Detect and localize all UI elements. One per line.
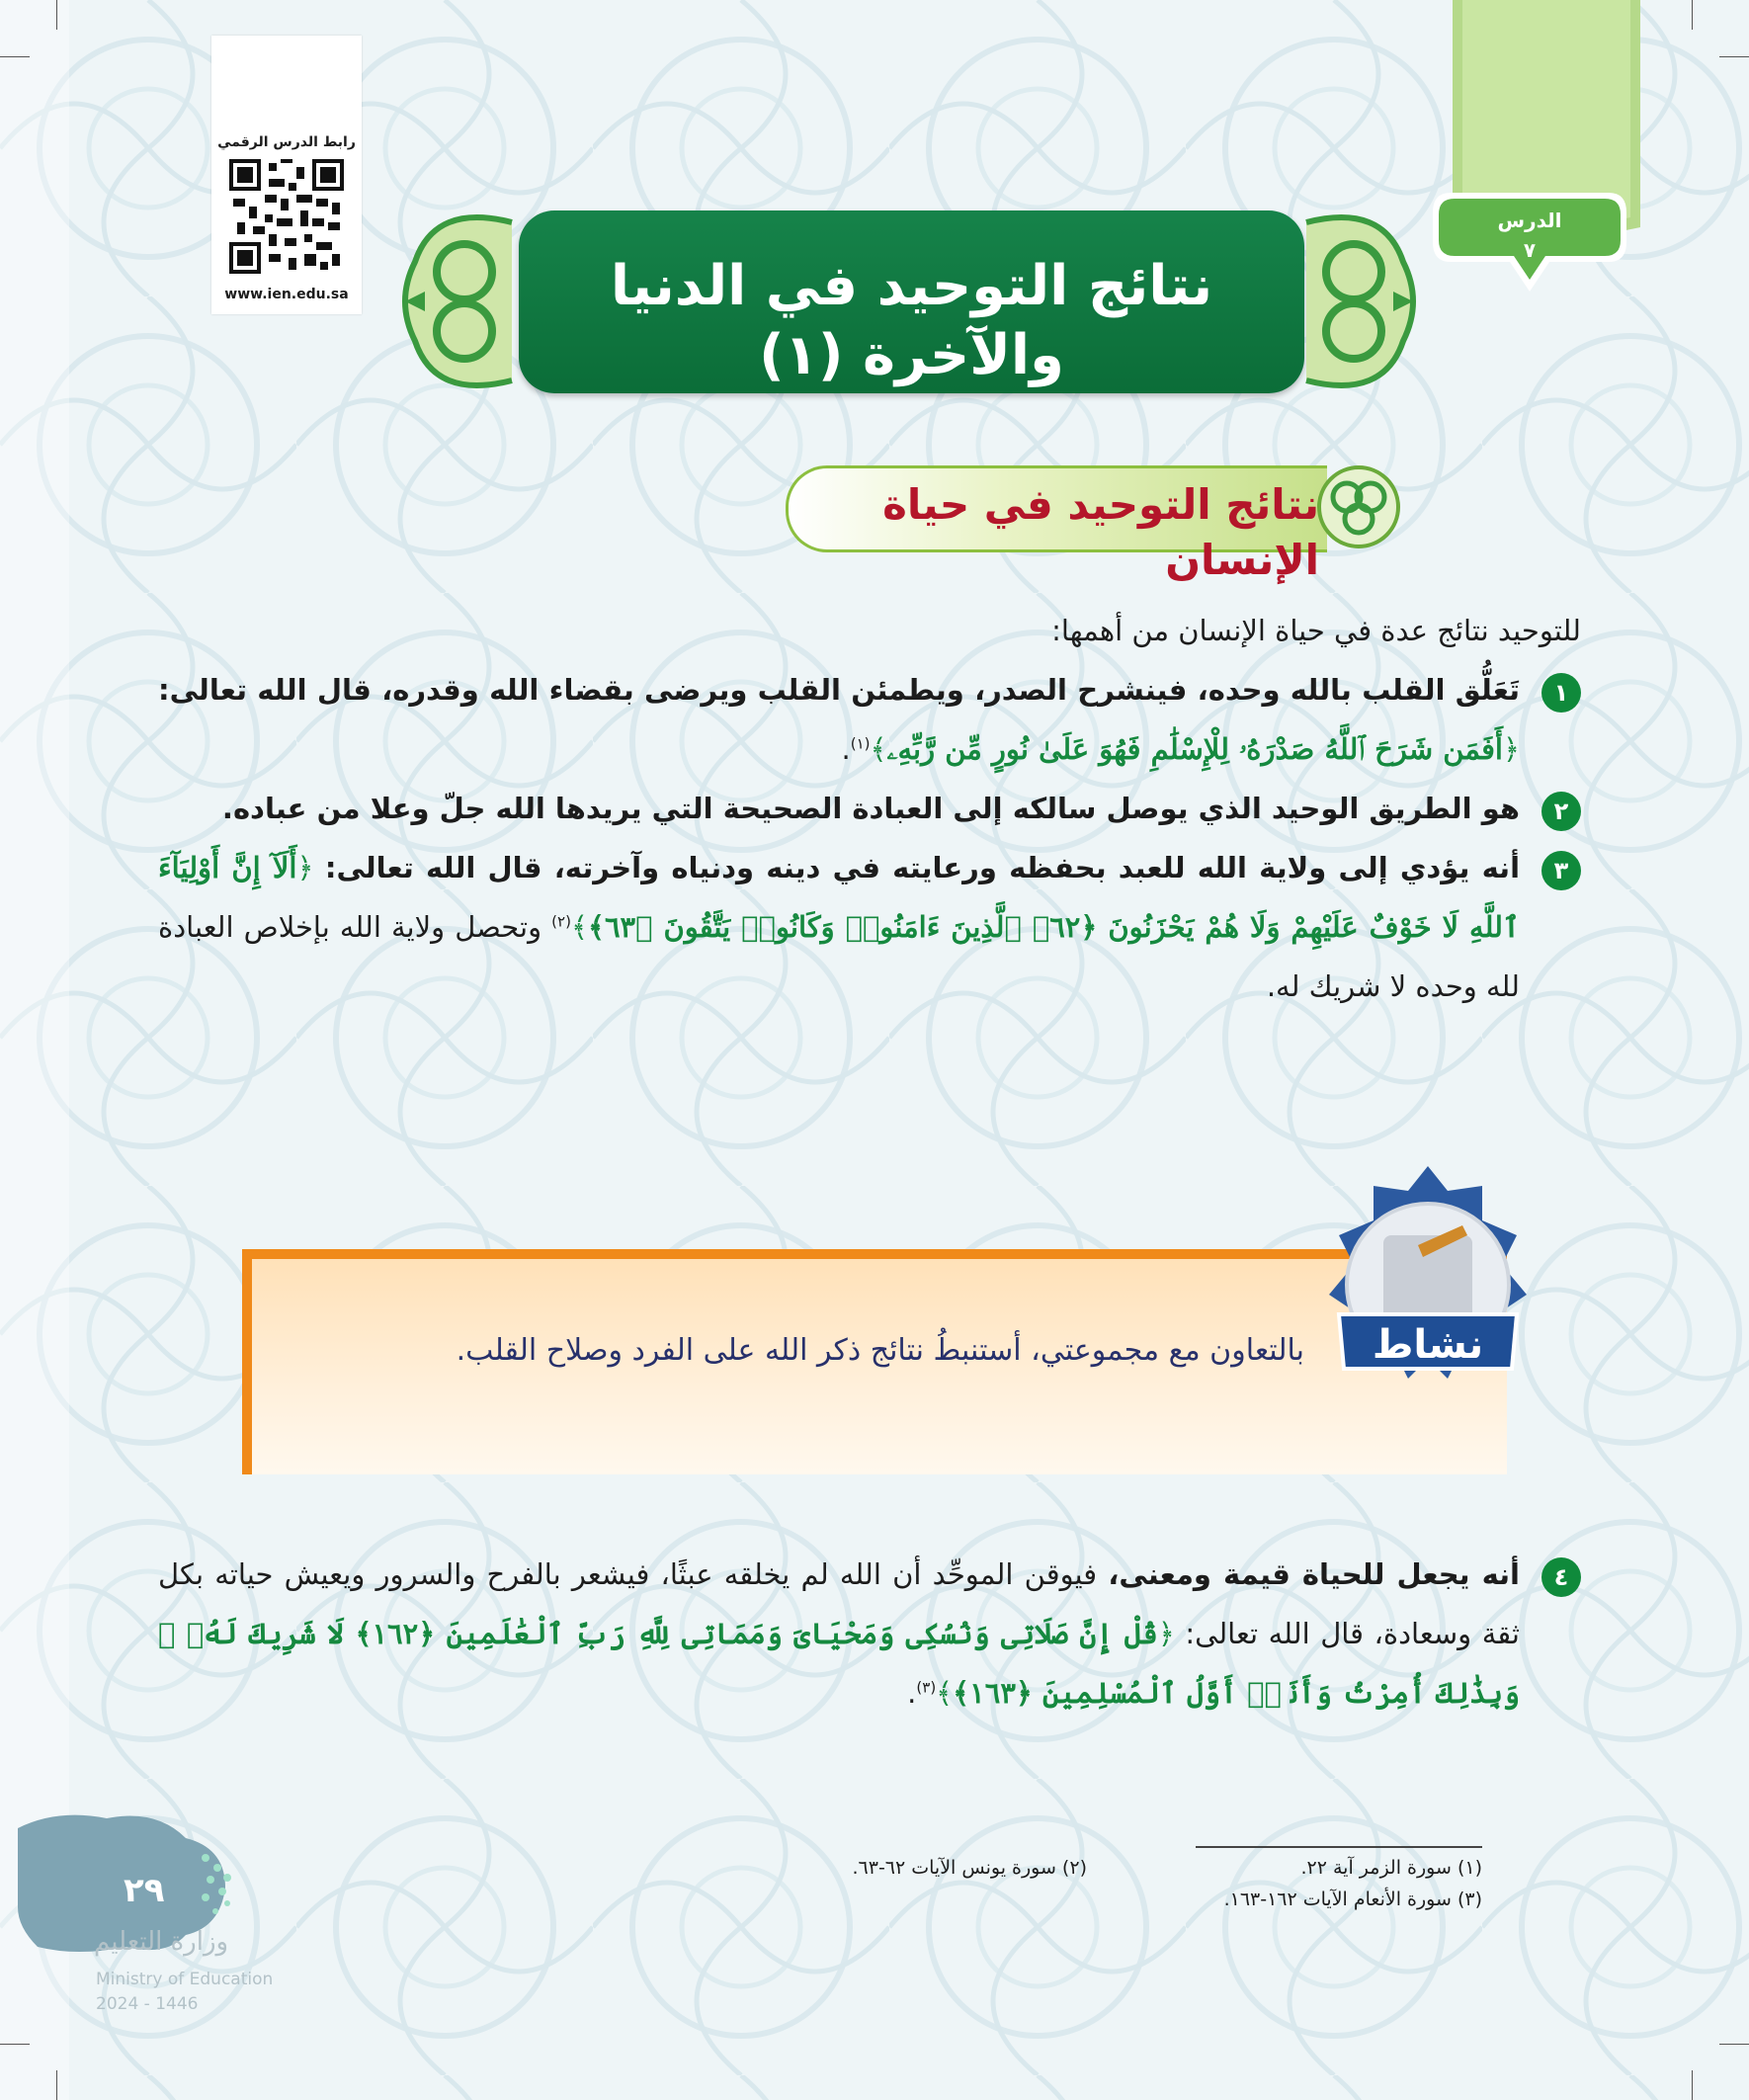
crop-mark bbox=[1692, 2070, 1693, 2100]
footnote: (١) سورة الزمر آية ٢٢. bbox=[1300, 1857, 1482, 1879]
footnote: (٣) سورة الأنعام الآيات ١٦٢-١٦٣. bbox=[1223, 1889, 1482, 1910]
main-content-continued bbox=[158, 1545, 1581, 1722]
title-ornament-right-icon bbox=[1296, 203, 1423, 400]
qr-url[interactable]: www.ien.edu.sa bbox=[224, 287, 349, 302]
footnote: (٢) سورة يونس الآيات ٦٢-٦٣. bbox=[852, 1857, 1087, 1879]
section-heading bbox=[776, 458, 1408, 584]
quran-verse: أَلَآ إِنَّ أَوْلِيَآءَ ٱللَّهِ لَا خَوْفٌ عَلَيْهِمْ وَلَا هُمْ يَحْزَنُونَ ﴿٦٢﴾ ٱلَّذِينَ ءَامَنُوا۟ وَكَانُوا۟ يَتَّقُونَ ﴿٦٣﴾ bbox=[158, 851, 1520, 944]
page-title: نتائج التوحيد في الدنيا والآخرة (١) bbox=[610, 254, 1213, 387]
page-number: ٢٩ bbox=[124, 1871, 165, 1910]
lesson-label: الدرس bbox=[1497, 209, 1562, 232]
activity-box bbox=[242, 1249, 1507, 1474]
item-text: تَعَلُّق القلب بالله وحده، فينشرح الصدر، ويطمئن القلب ويرضى بقضاء الله وقدره، قال الله تعالى: bbox=[158, 673, 1520, 707]
ministry-logo-text: وزارة التعليم bbox=[94, 1927, 229, 1957]
lesson-title-banner bbox=[395, 203, 1423, 400]
footnote-divider bbox=[1196, 1846, 1482, 1848]
intro-text: للتوحيد نتائج عدة في حياة الإنسان من أهمها: bbox=[1051, 614, 1581, 647]
crop-mark bbox=[0, 56, 30, 57]
list-item bbox=[158, 779, 1581, 838]
item-tail: . bbox=[841, 732, 851, 766]
quran-bracket-close: ﴾ bbox=[870, 732, 887, 766]
crop-mark bbox=[1719, 2044, 1749, 2045]
item-tail: وتحصل ولاية الله بإخلاص العبادة لله وحده لا شريك له. bbox=[158, 910, 1520, 1003]
quran-verse: قُلْ إِنَّ صَلَاتِى وَنُسُكِى وَمَحْيَاىَ وَمَمَاتِى لِلَّهِ رَبِّ ٱلْعَٰلَمِينَ ﴿١٦٢﴾ لَا شَرِيكَ لَهُۥ ۖ وَبِذَٰلِكَ أُمِرْتُ وَأَنَا۠ أَوَّلُ ٱلْمُسْلِمِينَ ﴿١٦٣﴾ bbox=[158, 1617, 1520, 1710]
list-item bbox=[158, 838, 1581, 1016]
ministry-logo-text-en: Ministry of Education bbox=[96, 1970, 274, 1989]
quran-bracket-open: ﴿ bbox=[296, 851, 314, 884]
item-number-badge: ٣ bbox=[1541, 851, 1581, 890]
crop-mark bbox=[1692, 0, 1693, 30]
quran-verse: أَفَمَن شَرَحَ ٱللَّهُ صَدْرَهُۥ لِلْإِسْلَٰمِ فَهُوَ عَلَىٰ نُورٍ مِّن رَّبِّهِۦ bbox=[886, 732, 1503, 766]
crop-mark bbox=[0, 2044, 30, 2045]
title-ornament-left-icon bbox=[395, 203, 522, 400]
flower-ornament-icon bbox=[1309, 458, 1408, 556]
main-content bbox=[158, 601, 1581, 1016]
qr-code-card[interactable] bbox=[211, 36, 362, 314]
item-number-badge: ٤ bbox=[1541, 1557, 1581, 1597]
title-box bbox=[519, 210, 1304, 393]
section-heading-text: نتائج التوحيد في حياة الإنسان bbox=[882, 480, 1319, 584]
quran-bracket-close: ﴾ bbox=[936, 1676, 954, 1710]
footnote-ref[interactable]: (٣) bbox=[916, 1678, 937, 1697]
quran-bracket-open: ﴿ bbox=[1157, 1617, 1175, 1650]
lesson-number: ٧ bbox=[1523, 238, 1537, 262]
qr-code-icon[interactable] bbox=[229, 159, 344, 274]
lesson-number-badge bbox=[1431, 206, 1628, 265]
activity-badge bbox=[1324, 1166, 1532, 1443]
crop-mark bbox=[56, 2070, 57, 2100]
list-item bbox=[158, 660, 1581, 779]
crop-mark bbox=[1719, 56, 1749, 57]
item-text: أنه يجعل للحياة قيمة ومعنى، bbox=[1108, 1557, 1521, 1591]
footnote-ref[interactable]: (٢) bbox=[551, 912, 571, 931]
item-tail: . bbox=[907, 1676, 917, 1710]
activity-text: بالتعاون مع مجموعتي، أستنبطُ نتائج ذكر الله على الفرد وصلاح القلب. bbox=[456, 1333, 1304, 1368]
footnote-ref[interactable]: (١) bbox=[850, 734, 871, 753]
activity-badge-label: نشاط bbox=[1372, 1322, 1484, 1368]
crop-mark bbox=[56, 0, 57, 30]
item-number-badge: ١ bbox=[1541, 673, 1581, 713]
qr-label: رابط الدرس الرقمي bbox=[217, 134, 356, 150]
edition-year: 2024 - 1446 bbox=[96, 1994, 199, 2014]
item-text-rest: فيوقن الموحِّد أن الله لم يخلقه عبثًا، فيشعر بالفرح والسرور ويعيش حياته بكل ثقة وسعادة، قال الله تعالى: bbox=[158, 1557, 1520, 1650]
quran-bracket-close: ﴾ bbox=[570, 910, 588, 944]
quran-bracket-open: ﴿ bbox=[1503, 732, 1520, 766]
list-item bbox=[158, 1545, 1581, 1722]
item-text: هو الطريق الوحيد الذي يوصل سالكه إلى العبادة الصحيحة التي يريدها الله جلّ وعلا من عباده. bbox=[221, 792, 1520, 825]
item-text: أنه يؤدي إلى ولاية الله للعبد بحفظه ورعايته في دينه ودنياه وآخرته، قال الله تعالى: bbox=[324, 851, 1521, 884]
item-number-badge: ٢ bbox=[1541, 792, 1581, 831]
